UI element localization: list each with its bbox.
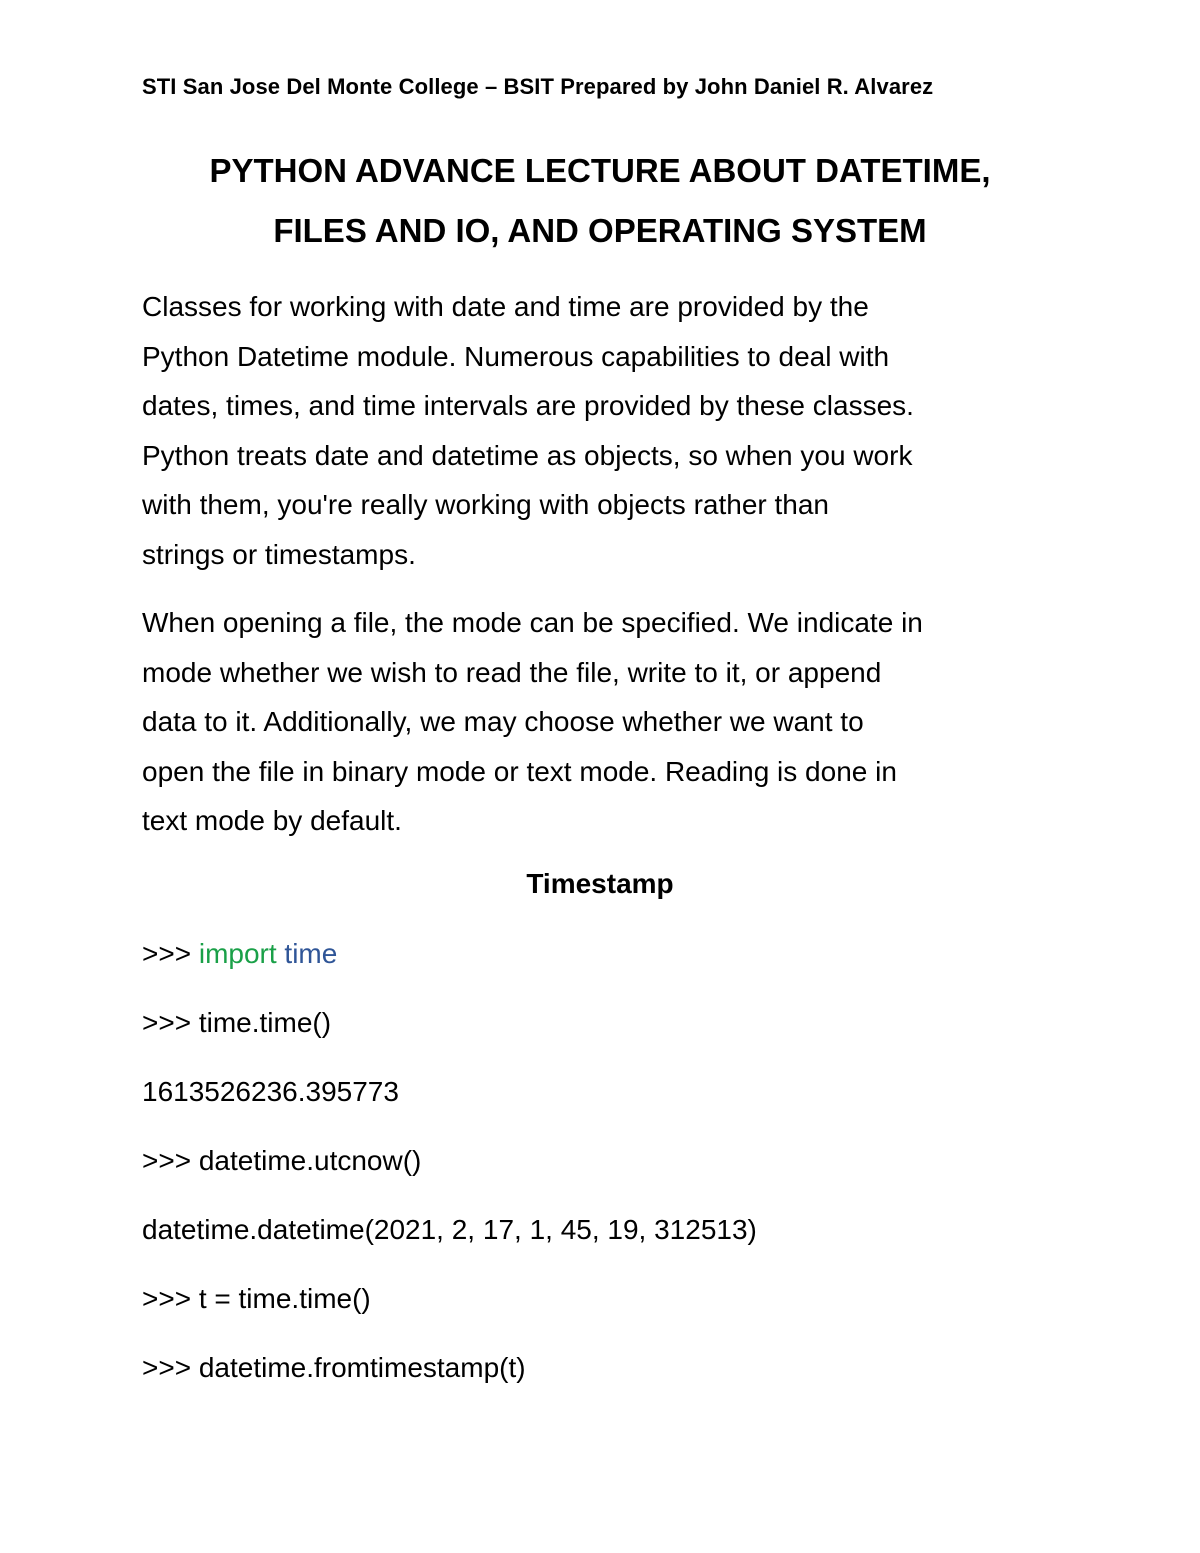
- document-title-line-1: PYTHON ADVANCE LECTURE ABOUT DATETIME,: [209, 152, 991, 189]
- document-title-line-2: FILES AND IO, AND OPERATING SYSTEM: [273, 212, 927, 249]
- paragraph-line: text mode by default.: [142, 805, 402, 837]
- page-header: STI San Jose Del Monte College – BSIT Prepared by John Daniel R. Alvarez: [142, 74, 934, 99]
- paragraph-line: Classes for working with date and time are provided by the: [142, 291, 869, 322]
- paragraph-line: When opening a file, the mode can be specified. We indicate in: [142, 607, 923, 638]
- paragraph-line: mode whether we wish to read the file, write to it, or append: [142, 656, 882, 688]
- paragraph-line: Python treats date and datetime as objects, so when you work: [142, 439, 913, 471]
- code-line: >>> datetime.fromtimestamp(t): [142, 1352, 526, 1383]
- code-line: >>> time.time(): [142, 1007, 332, 1038]
- paragraph-line: open the file in binary mode or text mode. Reading is done in: [142, 755, 897, 787]
- code-module: time: [276, 938, 338, 969]
- paragraph-line: data to it. Additionally, we may choose whether we want to: [142, 706, 864, 738]
- code-prompt: >>>: [142, 938, 199, 969]
- code-output-line: datetime.datetime(2021, 2, 17, 1, 45, 19, 312513): [142, 1214, 757, 1245]
- code-line: >>> t = time.time(): [142, 1283, 371, 1314]
- code-keyword: import: [198, 938, 277, 969]
- paragraph-line: dates, times, and time intervals are provided by these classes.: [142, 390, 914, 422]
- code-line: >>> datetime.utcnow(): [142, 1145, 422, 1176]
- paragraph-line: Python Datetime module. Numerous capabilities to deal with: [142, 340, 890, 372]
- section-heading-timestamp: Timestamp: [526, 868, 674, 899]
- paragraph-file-modes: [142, 598, 1062, 846]
- paragraph-line: with them, you're really working with objects rather than: [142, 489, 829, 521]
- paragraph-datetime-intro: [142, 282, 1062, 580]
- paragraph-line: strings or timestamps.: [142, 538, 416, 570]
- code-line-import: [142, 938, 337, 970]
- code-output-line: 1613526236.395773: [142, 1076, 399, 1107]
